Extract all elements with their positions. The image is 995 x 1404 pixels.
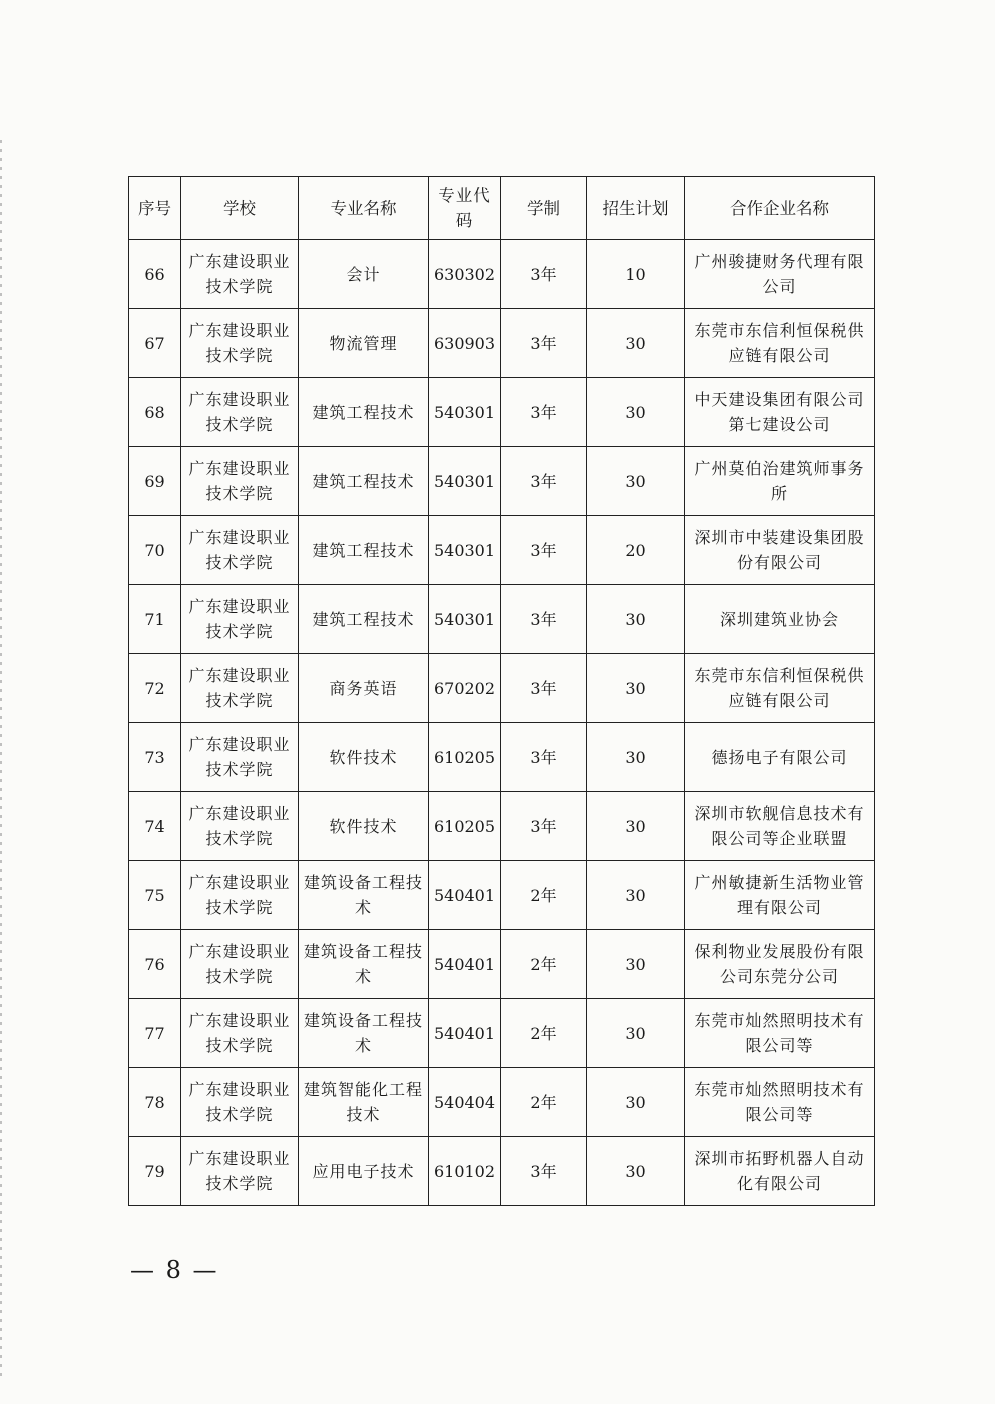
study-length: 3年 (501, 654, 587, 723)
major-name: 建筑设备工程技术 (299, 930, 429, 999)
school-name: 广东建设职业技术学院 (181, 585, 299, 654)
partner-company: 深圳市中装建设集团股份有限公司 (685, 516, 875, 585)
header-cell: 专业代码 (429, 177, 501, 240)
partner-company: 东莞市东信利恒保税供应链有限公司 (685, 309, 875, 378)
major-name: 物流管理 (299, 309, 429, 378)
study-length: 3年 (501, 447, 587, 516)
table-row (129, 309, 875, 378)
school-name: 广东建设职业技术学院 (181, 723, 299, 792)
table-row (129, 1068, 875, 1137)
study-length: 2年 (501, 999, 587, 1068)
enrollment-plan: 30 (587, 1137, 685, 1206)
partner-company: 深圳市软舰信息技术有限公司等企业联盟 (685, 792, 875, 861)
enrollment-plan-table (128, 176, 875, 1206)
table-row (129, 378, 875, 447)
school-name: 广东建设职业技术学院 (181, 309, 299, 378)
major-code: 670202 (429, 654, 501, 723)
major-code: 540301 (429, 585, 501, 654)
header-cell: 序号 (129, 177, 181, 240)
school-name: 广东建设职业技术学院 (181, 447, 299, 516)
enrollment-plan: 30 (587, 930, 685, 999)
school-name: 广东建设职业技术学院 (181, 930, 299, 999)
major-name: 商务英语 (299, 654, 429, 723)
study-length: 3年 (501, 585, 587, 654)
page-number: — 8 — (130, 1256, 219, 1284)
table-row (129, 861, 875, 930)
major-code: 610102 (429, 1137, 501, 1206)
enrollment-plan: 30 (587, 792, 685, 861)
table-header-row (129, 177, 875, 240)
table-row (129, 792, 875, 861)
row-number: 67 (129, 309, 181, 378)
major-code: 630302 (429, 240, 501, 309)
major-name: 建筑设备工程技术 (299, 999, 429, 1068)
table-row (129, 723, 875, 792)
header-cell: 学校 (181, 177, 299, 240)
study-length: 3年 (501, 792, 587, 861)
row-number: 77 (129, 999, 181, 1068)
table-row (129, 516, 875, 585)
enrollment-plan: 30 (587, 999, 685, 1068)
row-number: 71 (129, 585, 181, 654)
row-number: 68 (129, 378, 181, 447)
table-row (129, 999, 875, 1068)
school-name: 广东建设职业技术学院 (181, 861, 299, 930)
school-name: 广东建设职业技术学院 (181, 1068, 299, 1137)
enrollment-plan: 30 (587, 309, 685, 378)
enrollment-plan: 30 (587, 654, 685, 723)
enrollment-plan: 30 (587, 861, 685, 930)
study-length: 3年 (501, 1137, 587, 1206)
enrollment-plan: 30 (587, 447, 685, 516)
partner-company: 广州莫伯治建筑师事务所 (685, 447, 875, 516)
study-length: 2年 (501, 1068, 587, 1137)
study-length: 3年 (501, 378, 587, 447)
header-cell: 学制 (501, 177, 587, 240)
major-code: 540401 (429, 930, 501, 999)
scan-edge-mark (0, 140, 2, 1380)
major-name: 软件技术 (299, 792, 429, 861)
major-name: 建筑智能化工程技术 (299, 1068, 429, 1137)
major-code: 540301 (429, 516, 501, 585)
enrollment-plan: 10 (587, 240, 685, 309)
major-code: 610205 (429, 792, 501, 861)
study-length: 3年 (501, 309, 587, 378)
school-name: 广东建设职业技术学院 (181, 792, 299, 861)
school-name: 广东建设职业技术学院 (181, 516, 299, 585)
row-number: 66 (129, 240, 181, 309)
row-number: 75 (129, 861, 181, 930)
partner-company: 广州骏捷财务代理有限公司 (685, 240, 875, 309)
partner-company: 广州敏捷新生活物业管理有限公司 (685, 861, 875, 930)
table-row (129, 654, 875, 723)
row-number: 72 (129, 654, 181, 723)
major-name: 建筑设备工程技术 (299, 861, 429, 930)
row-number: 79 (129, 1137, 181, 1206)
school-name: 广东建设职业技术学院 (181, 378, 299, 447)
enrollment-plan: 30 (587, 723, 685, 792)
partner-company: 保利物业发展股份有限公司东莞分公司 (685, 930, 875, 999)
table-row (129, 585, 875, 654)
row-number: 69 (129, 447, 181, 516)
major-code: 610205 (429, 723, 501, 792)
partner-company: 深圳市拓野机器人自动化有限公司 (685, 1137, 875, 1206)
table-row (129, 447, 875, 516)
partner-company: 东莞市灿然照明技术有限公司等 (685, 1068, 875, 1137)
partner-company: 德扬电子有限公司 (685, 723, 875, 792)
row-number: 74 (129, 792, 181, 861)
study-length: 3年 (501, 516, 587, 585)
major-name: 应用电子技术 (299, 1137, 429, 1206)
school-name: 广东建设职业技术学院 (181, 654, 299, 723)
row-number: 73 (129, 723, 181, 792)
major-code: 540301 (429, 378, 501, 447)
partner-company: 深圳建筑业协会 (685, 585, 875, 654)
major-name: 会计 (299, 240, 429, 309)
table-row (129, 240, 875, 309)
row-number: 70 (129, 516, 181, 585)
enrollment-plan: 20 (587, 516, 685, 585)
header-cell: 专业名称 (299, 177, 429, 240)
partner-company: 东莞市东信利恒保税供应链有限公司 (685, 654, 875, 723)
enrollment-plan: 30 (587, 378, 685, 447)
major-code: 540401 (429, 999, 501, 1068)
major-code: 540301 (429, 447, 501, 516)
enrollment-plan: 30 (587, 1068, 685, 1137)
table-row (129, 1137, 875, 1206)
major-name: 建筑工程技术 (299, 447, 429, 516)
study-length: 2年 (501, 930, 587, 999)
row-number: 76 (129, 930, 181, 999)
major-name: 建筑工程技术 (299, 585, 429, 654)
partner-company: 中天建设集团有限公司第七建设公司 (685, 378, 875, 447)
major-name: 软件技术 (299, 723, 429, 792)
major-code: 540404 (429, 1068, 501, 1137)
table-row (129, 930, 875, 999)
major-code: 630903 (429, 309, 501, 378)
header-cell: 招生计划 (587, 177, 685, 240)
partner-company: 东莞市灿然照明技术有限公司等 (685, 999, 875, 1068)
study-length: 3年 (501, 240, 587, 309)
school-name: 广东建设职业技术学院 (181, 1137, 299, 1206)
school-name: 广东建设职业技术学院 (181, 240, 299, 309)
study-length: 2年 (501, 861, 587, 930)
header-cell: 合作企业名称 (685, 177, 875, 240)
major-name: 建筑工程技术 (299, 378, 429, 447)
row-number: 78 (129, 1068, 181, 1137)
major-code: 540401 (429, 861, 501, 930)
enrollment-plan: 30 (587, 585, 685, 654)
study-length: 3年 (501, 723, 587, 792)
major-name: 建筑工程技术 (299, 516, 429, 585)
school-name: 广东建设职业技术学院 (181, 999, 299, 1068)
